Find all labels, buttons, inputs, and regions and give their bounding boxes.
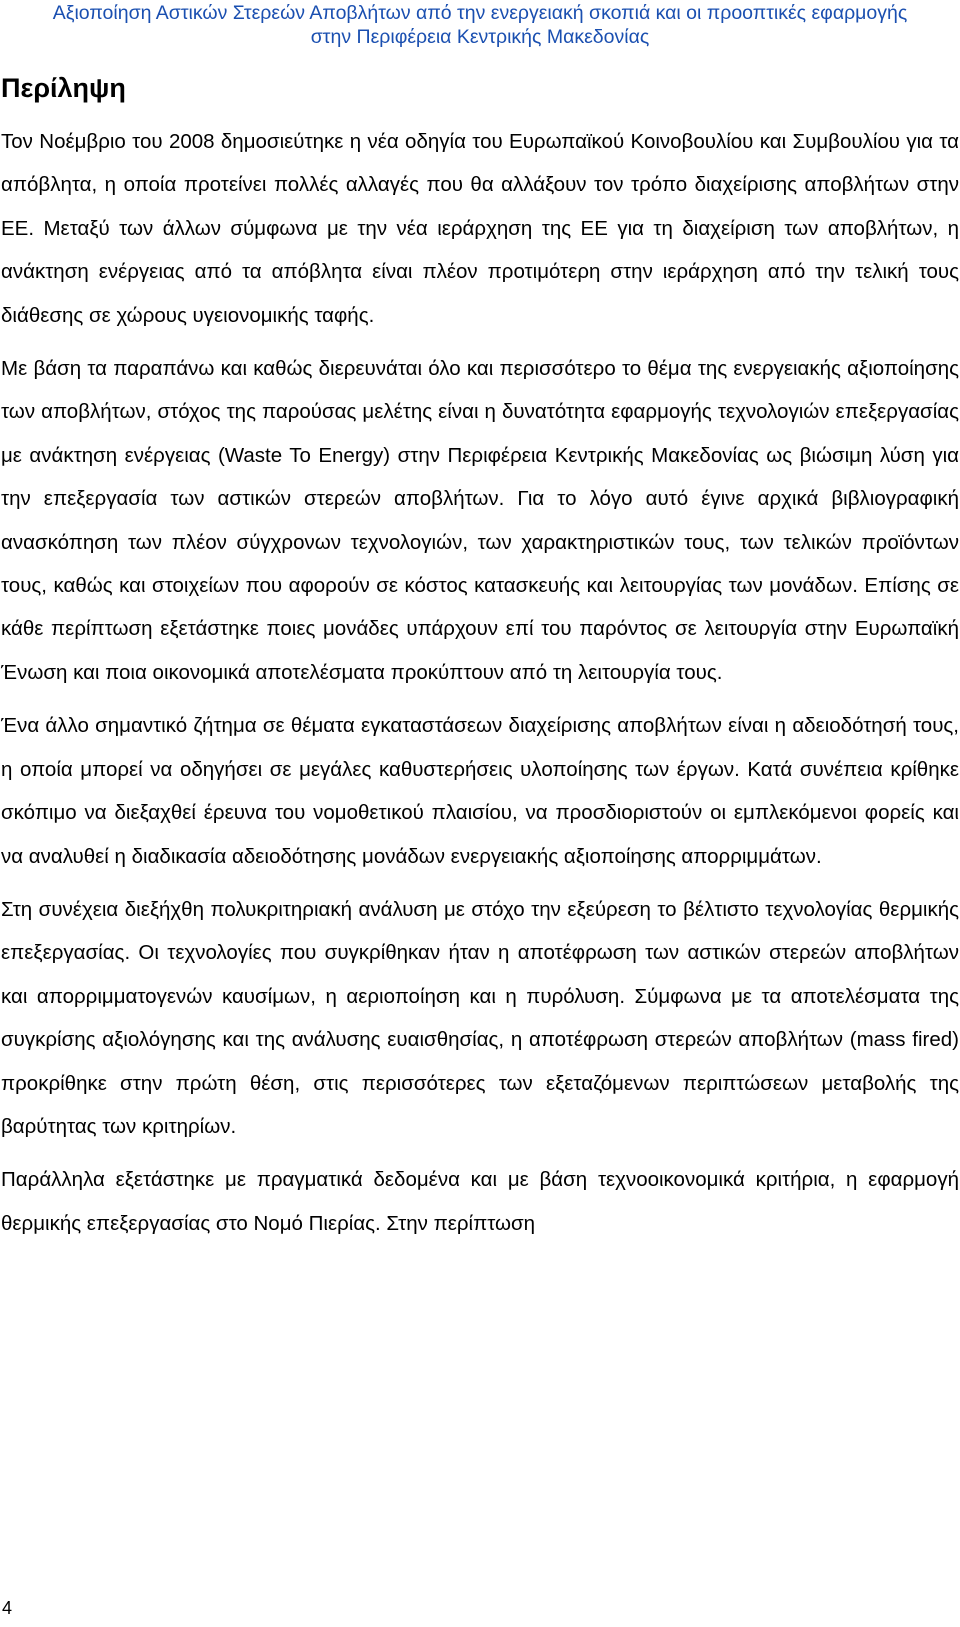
paragraph-1: Τον Νοέμβριο του 2008 δημοσιεύτηκε η νέα οδηγία του Ευρωπαϊκού Κοινοβουλίου και Συμβουλίου για τα απόβλητα, η οποία προτείνει πολλές αλλαγές που θα αλλάξουν τον τρόπο διαχείρισης αποβλήτων στην ΕΕ. Μεταξύ των άλλων σύμφωνα με την νέα ιεράρχηση της ΕΕ για τη διαχείριση των αποβλήτων, η ανάκτηση ενέργειας από τα απόβλητα είναι πλέον προτιμότερη στην ιεράρχηση από την τελική τους διάθεσης σε χώρους υγειονομικής ταφής. [1,130,959,327]
running-header-line-1: Αξιοποίηση Αστικών Στερεών Αποβλήτων από την ενεργειακή σκοπιά και οι προοπτικές εφαρμογής [52,2,908,24]
running-header-line-2: στην Περιφέρεια Κεντρικής Μακεδονίας [310,26,650,48]
paragraph-4: Στη συνέχεια διεξήχθη πολυκριτηριακή ανάλυση με στόχο την εξεύρεση το βέλτιστο τεχνολογίας θερμικής επεξεργασίας. Οι τεχνολογίες που συγκρίθηκαν ήταν η αποτέφρωση των αστικών στερεών αποβλήτων και απορριμματογενών καυσίμων, η αεριοποίηση και η πυρόλυση. Σύμφωνα με τα αποτελέσματα της συγκρίσης αξιολόγησης και της ανάλυσης ευαισθησίας, η αποτέφρωση στερεών αποβλήτων (mass fired) προκρίθηκε στην πρώτη θέση, στις περισσότερες των εξεταζόμενων περιπτώσεων μεταβολής της βαρύτητας των κριτηρίων. [1,897,959,1138]
page-number: 4 [2,1598,13,1618]
paragraph-2: Με βάση τα παραπάνω και καθώς διερευνάται όλο και περισσότερο το θέμα της ενεργειακής αξιοποίησης των αποβλήτων, στόχος της παρούσας μελέτης είναι η δυνατότητα εφαρμογής τεχνολογιών επεξεργασίας με ανάκτηση ενέργειας (Waste To Energy) στην Περιφέρεια Κεντρικής Μακεδονίας ως βιώσιμη λύση για την επεξεργασία των αστικών στερεών αποβλήτων. Για το λόγο αυτό έγινε αρχικά βιβλιογραφική ανασκόπηση των πλέον σύγχρονων τεχνολογιών, των χαρακτηριστικών τους, των τελικών προϊόντων τους, καθώς και στοιχείων που αφορούν σε κόστος κατασκευής και λειτουργίας των μονάδων. Επίσης σε κάθε περίπτωση εξετάστηκε ποιες μονάδες υπάρχουν επί του παρόντος σε λειτουργία στην Ευρωπαϊκή Ένωση και ποια οικονομικά αποτελέσματα προκύπτουν από τη λειτουργία τους. [1,357,959,684]
running-header [0,1,960,49]
paragraph-5: Παράλληλα εξετάστηκε με πραγματικά δεδομένα και με βάση τεχνοοικονομικά κριτήρια, η εφαρμογή θερμικής επεξεργασίας στο Νομό Πιερίας. Στην περίπτωση [1,1168,959,1235]
paragraph-3: Ένα άλλο σημαντικό ζήτημα σε θέματα εγκαταστάσεων διαχείρισης αποβλήτων είναι η αδειοδότησή τους, η οποία μπορεί να οδηγήσει σε μεγάλες καθυστερήσεις υλοποίησης των έργων. Κατά συνέπεια κρίθηκε σκόπιμο να διεξαχθεί έρευνα του νομοθετικού πλαισίου, να προσδιοριστούν οι εμπλεκόμενοι φορείς και να αναλυθεί η διαδικασία αδειοδότησης μονάδων ενεργειακής αξιοποίησης απορριμμάτων. [1,714,959,868]
abstract-body [1,120,959,1255]
section-heading: Περίληψη [1,73,126,103]
